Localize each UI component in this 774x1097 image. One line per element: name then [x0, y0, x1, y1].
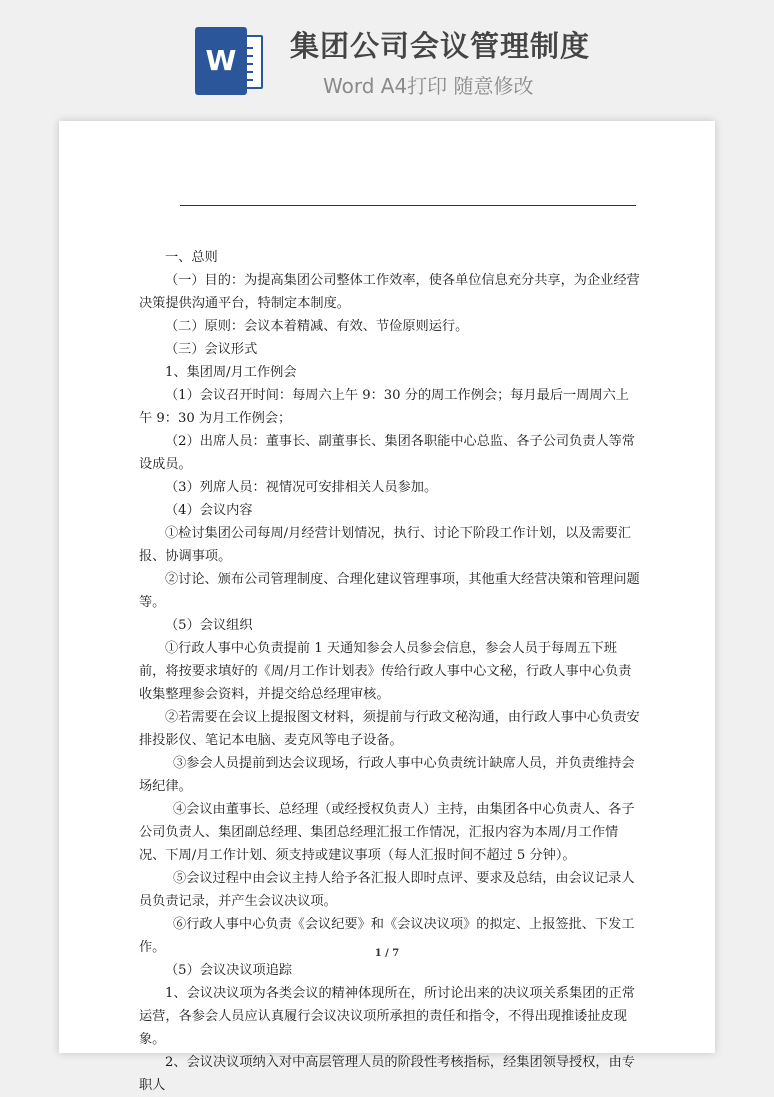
section-heading: 一、总则 [165, 250, 218, 265]
word-letter-badge: W [195, 27, 247, 95]
paragraph: （三）会议形式 [165, 342, 258, 357]
paragraph: 1、集团周/月工作例会 [165, 365, 297, 380]
paragraph: （3）列席人员：视情况可安排相关人员参加。 [165, 480, 438, 495]
header-rule [180, 205, 636, 206]
paragraph: （4）会议内容 [165, 503, 253, 518]
document-page [59, 121, 715, 1093]
paragraph: ④会议由董事长、总经理（或经授权负责人）主持，由集团各中心负责人、各子公司负责人、集团副总经理、集团总经理汇报工作情况，汇报内容为本周/月工作情况、下周/月工作计划、须支持或建议事项（每人汇报时间不超过 5 分钟）。 [139, 802, 635, 863]
paragraph: 1、会议决议项为各类会议的精神体现所在，所讨论出来的决议项关系集团的正常运营，各参会人员应认真履行会议决议项所承担的责任和指令，不得出现推诿扯皮现象。 [139, 986, 635, 1047]
paragraph: ②若需要在会议上提报图文材料，须提前与行政文秘沟通，由行政人事中心负责安排投影仪、笔记本电脑、麦克风等电子设备。 [139, 710, 640, 748]
paragraph: （一）目的：为提高集团公司整体工作效率，使各单位信息充分共享，为企业经营决策提供沟通平台，特制定本制度。 [139, 273, 640, 311]
paragraph: ①检讨集团公司每周/月经营计划情况，执行、讨论下阶段工作计划，以及需要汇报、协调事项。 [139, 526, 632, 564]
document-body [139, 246, 641, 1097]
paragraph: ③参会人员提前到达会议现场，行政人事中心负责统计缺席人员，并负责维持会场纪律。 [139, 756, 635, 794]
paragraph: ⑤会议过程中由会议主持人给予各汇报人即时点评、要求及总结，由会议记录人员负责记录，并产生会议决议项。 [139, 871, 635, 909]
paragraph: （1）会议召开时间：每周六上午 9：30 分的周工作例会；每月最后一周周六上午 9：30 为月工作例会； [139, 388, 629, 426]
paragraph: ⑥行政人事中心负责《会议纪要》和《会议决议项》的拟定、上报签批、下发工作。 [139, 917, 635, 955]
paragraph: 2、会议决议项纳入对中高层管理人员的阶段性考核指标，经集团领导授权，由专职人 [139, 1055, 635, 1093]
paragraph: ②讨论、颁布公司管理制度、合理化建议管理事项，其他重大经营决策和管理问题等。 [139, 572, 640, 610]
paragraph: （5）会议组织 [165, 618, 253, 633]
paragraph: （2）出席人员：董事长、副董事长、集团各职能中心总监、各子公司负责人等常设成员。 [139, 434, 635, 472]
word-document-icon [195, 27, 265, 95]
page-title: 集团公司会议管理制度 [290, 29, 591, 63]
page-subtitle: Word A4打印 随意修改 [323, 74, 534, 98]
page-number: 1 / 7 [374, 948, 400, 959]
header [0, 0, 774, 110]
paragraph: （5）会议决议项追踪 [165, 963, 293, 978]
paragraph: （二）原则：会议本着精减、有效、节俭原则运行。 [165, 319, 469, 334]
paragraph: ①行政人事中心负责提前 1 天通知参会人员参会信息，参会人员于每周五下班前，将按要求填好的《周/月工作计划表》传给行政人事中心文秘，行政人事中心负责收集整理参会资料，并提交给总经理审核。 [139, 641, 632, 702]
